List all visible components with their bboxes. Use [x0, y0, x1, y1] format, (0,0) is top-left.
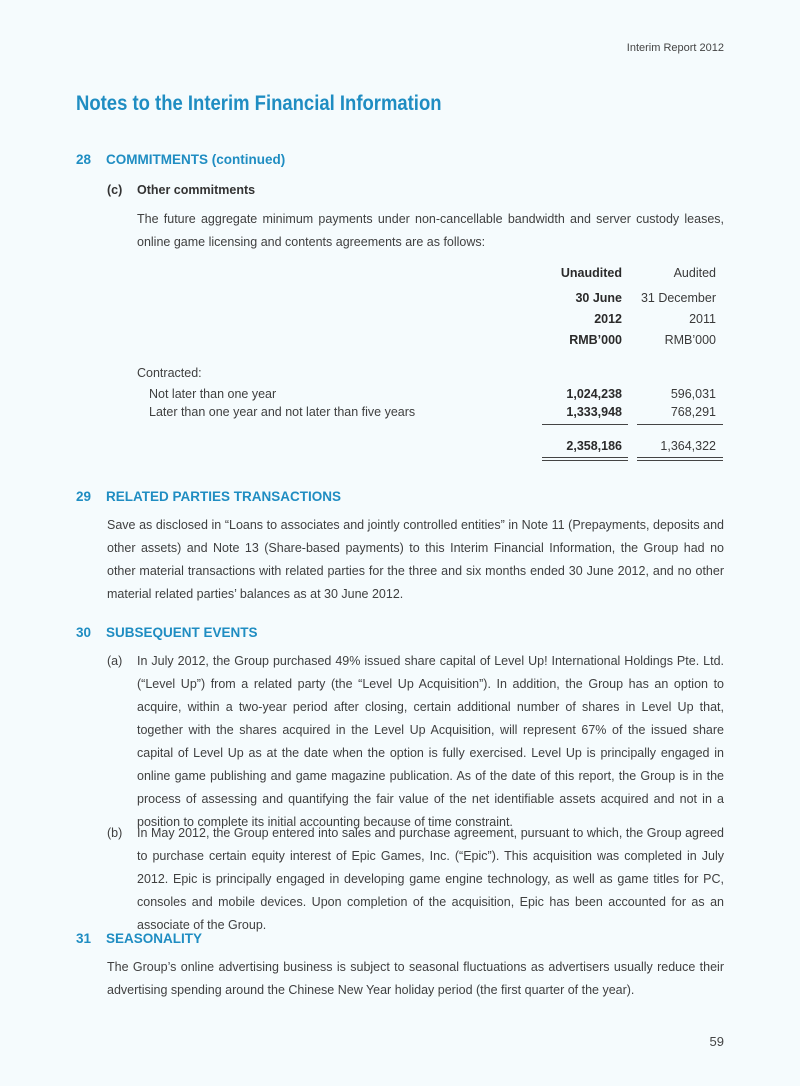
section-title: SUBSEQUENT EVENTS	[106, 625, 258, 640]
subsection-title: Other commitments	[137, 183, 256, 197]
section-number: 30	[76, 625, 92, 640]
total-rule-col1	[542, 457, 628, 458]
total-double-rule-col1	[542, 460, 628, 461]
row-value-col2: 596,031	[670, 387, 716, 401]
row-value-col2: 768,291	[670, 405, 716, 419]
total-col1: 2,358,186	[566, 439, 622, 453]
col1-status: Unaudited	[560, 266, 622, 280]
section-28-heading	[76, 152, 285, 167]
page-title: Notes to the Interim Financial Information	[76, 92, 442, 115]
seasonality-text: The Group’s online advertising business is subject to seasonal fluctuations as advertisers usually reduce their advertising spending around the Chinese New Year holiday period (the first quarter of the year).	[107, 960, 724, 997]
related-parties-text: Save as disclosed in “Loans to associates and jointly controlled entities” in Note 11 (Prepayments, deposits and other assets) and Note 13 (Share-based payments) to this Interim Financial Information, the Group had no other material transactions with related parties for the three and six months ended 30 June 2012, and no other material related parties’ balances as at 30 June 2012.	[107, 518, 724, 601]
section-29-heading	[76, 489, 341, 504]
col1-date: 30 June	[575, 291, 622, 305]
page-number: 59	[709, 1034, 724, 1049]
subsequent-event-b: In May 2012, the Group entered into sales and purchase agreement, pursuant to which, the Group agreed to purchase certain equity interest of Epic Games, Inc. (“Epic”). This acquisition was completed in July 2012. Epic is principally engaged in developing game engine technology, as well as game titles for PC, consoles and mobile devices. Upon completion of the acquisition, Epic has been accounted for as an associate of the Group.	[137, 826, 724, 932]
item-label-a: (a)	[107, 654, 123, 668]
commitments-intro: The future aggregate minimum payments under non-cancellable bandwidth and server custody leases, online game licensing and contents agreements are as follows:	[137, 212, 724, 249]
section-30-heading	[76, 625, 258, 640]
row-label: Later than one year and not later than five years	[149, 405, 416, 419]
section-title: SEASONALITY	[106, 931, 203, 946]
section-number: 31	[76, 931, 92, 946]
col2-year: 2011	[689, 312, 716, 326]
col2-status: Audited	[673, 266, 716, 280]
item-label-b: (b)	[107, 826, 123, 840]
total-col2: 1,364,322	[660, 439, 716, 453]
col1-year: 2012	[594, 312, 622, 326]
section-31-heading	[76, 931, 202, 946]
group-label: Contracted:	[137, 366, 202, 380]
total-rule-col2	[637, 457, 723, 458]
section-number: 29	[76, 489, 92, 504]
row-value-col1: 1,024,238	[566, 387, 622, 401]
report-header: Interim Report 2012	[626, 42, 724, 54]
subtotal-rule-col1	[542, 424, 628, 425]
total-double-rule-col2	[637, 460, 723, 461]
subtotal-rule-col2	[637, 424, 723, 425]
row-label: Not later than one year	[149, 387, 277, 401]
section-title: COMMITMENTS (continued)	[106, 152, 286, 167]
subsection-label: (c)	[107, 183, 123, 197]
subsequent-event-a: In July 2012, the Group purchased 49% issued share capital of Level Up! International Holdings Pte. Ltd. (“Level Up”) from a related party (the “Level Up Acquisition”). In addition, the Group has an option to acquire, within a two-year period after closing, certain additional number of shares in Level Up that, together with the shares acquired in the Level Up Acquisition, will represent 67% of the issued share capital of Level Up as at the date when the option is fully exercised. Level Up is principally engaged in online game publishing and game magazine publication. As of the date of this report, the Group is in the process of assessing and quantifying the fair value of the net identifiable assets acquired and not in a position to complete its initial accounting because of time constraint.	[137, 654, 724, 829]
section-title: RELATED PARTIES TRANSACTIONS	[106, 489, 342, 504]
col2-unit: RMB’000	[664, 333, 716, 347]
section-number: 28	[76, 152, 92, 167]
row-value-col1: 1,333,948	[566, 405, 622, 419]
col2-date: 31 December	[640, 291, 716, 305]
subsection-c-heading	[107, 183, 255, 197]
col1-unit: RMB’000	[569, 333, 622, 347]
